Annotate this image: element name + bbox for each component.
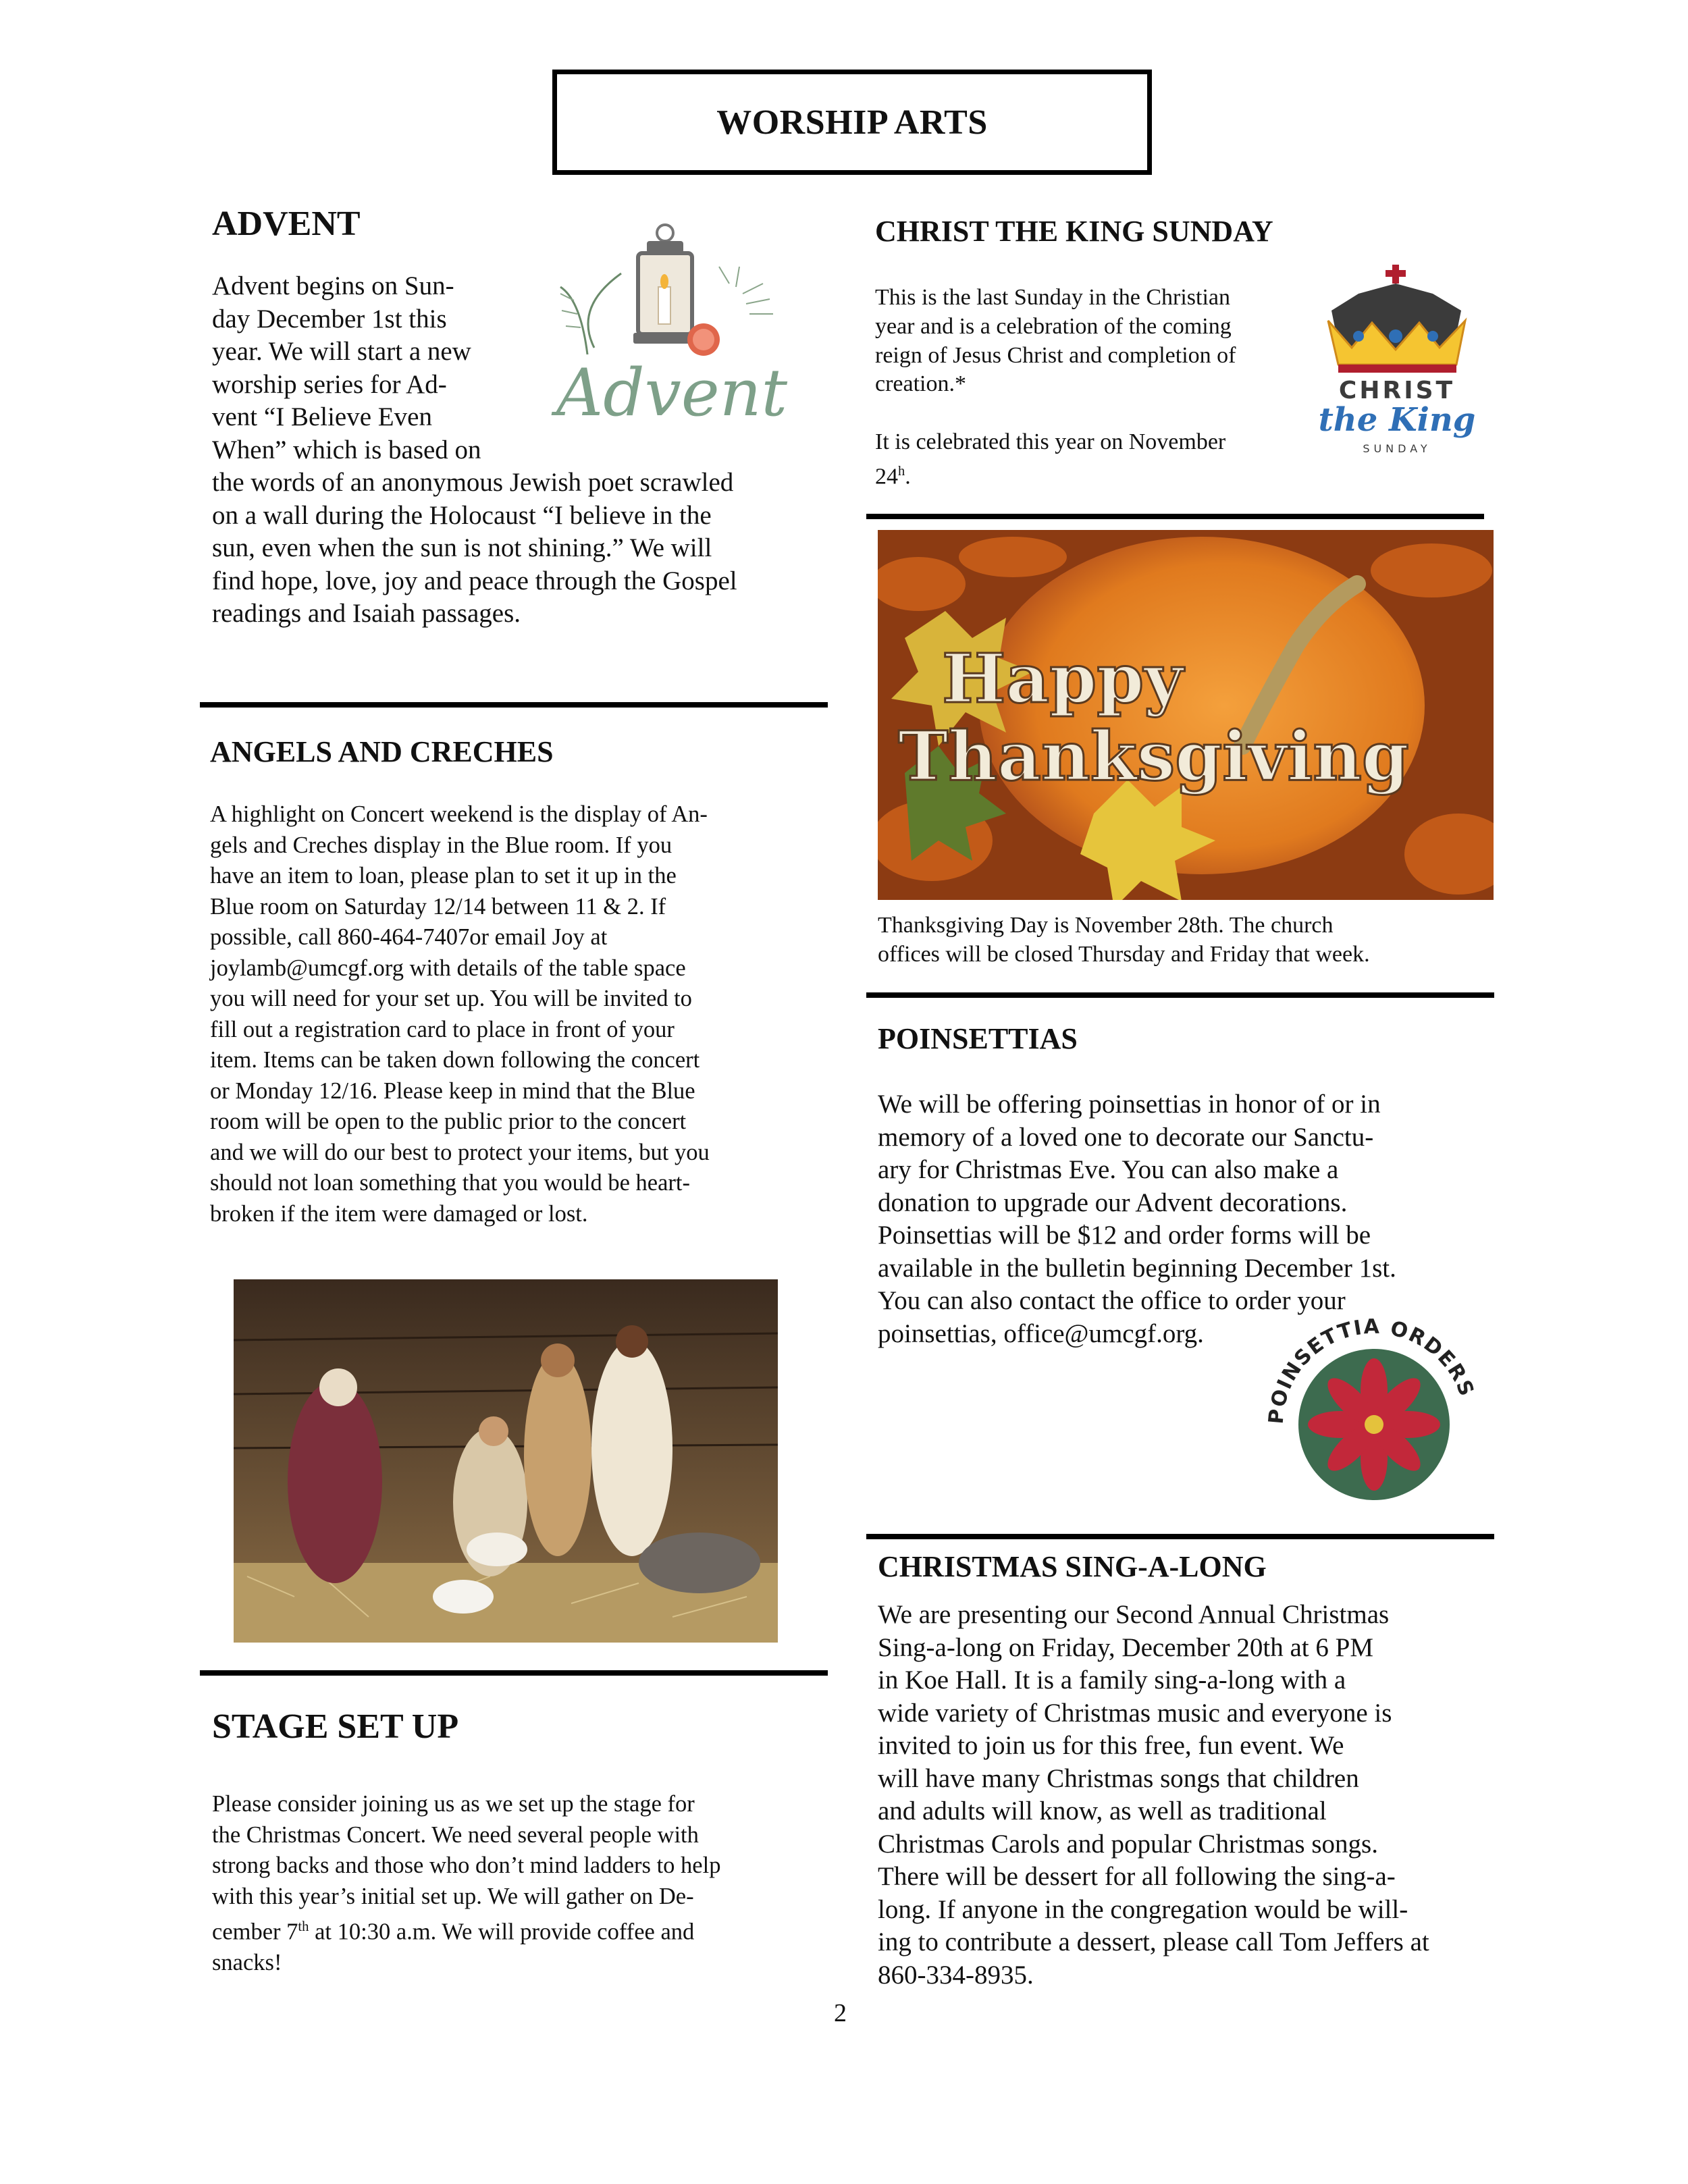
page-title: WORSHIP ARTS xyxy=(716,103,988,142)
singalong-text xyxy=(878,1599,1499,1992)
text-line: ary for Christmas Eve. You can also make a xyxy=(878,1155,1339,1184)
page-number: 2 xyxy=(834,1999,847,2027)
text-line: Please consider joining us as we set up the stage for xyxy=(212,1791,695,1817)
text-line: fill out a registration card to place in front of your xyxy=(210,1016,675,1042)
text-line: year and is a celebration of the coming xyxy=(875,313,1232,339)
text-line: Christmas Carols and popular Christmas songs. xyxy=(878,1829,1378,1859)
text-line: gels and Creches display in the Blue room. If you xyxy=(210,832,672,858)
text-line: Advent begins on Sun- xyxy=(212,271,454,300)
text-line: joylamb@umcgf.org with details of the table space xyxy=(210,955,686,981)
text-line xyxy=(875,457,1321,491)
christ-king-heading: CHRIST THE KING SUNDAY xyxy=(875,215,1273,248)
text-line: A highlight on Concert weekend is the display of An- xyxy=(210,801,708,827)
section-divider xyxy=(200,702,828,708)
text-line: have an item to loan, please plan to set it up in the xyxy=(210,863,677,888)
text-line: the Christmas Concert. We need several people with xyxy=(212,1821,699,1848)
text-line: reign of Jesus Christ and completion of xyxy=(875,342,1236,368)
text-line: sun, even when the sun is not shining.” We will xyxy=(212,533,712,562)
poinsettia-badge xyxy=(1263,1313,1485,1536)
text-line: Sing-a-long on Friday, December 20th at 6 PM xyxy=(878,1632,1374,1662)
text-line: There will be dessert for all following the sing-a- xyxy=(878,1862,1396,1891)
text-line: offices will be closed Thursday and Friday that week. xyxy=(878,941,1370,967)
ck-period: . xyxy=(905,464,911,489)
thanksgiving-text xyxy=(878,911,1485,969)
poinsettias-text xyxy=(878,1088,1492,1350)
text-line: memory of a loved one to decorate our Sanctu- xyxy=(878,1122,1374,1152)
text-line: invited to join us for this free, fun event. We xyxy=(878,1731,1344,1760)
badge-text: POINSETTIA ORDERS xyxy=(1264,1314,1479,1425)
text-line: When” which is based on xyxy=(212,435,481,464)
angels-heading: ANGELS AND CRECHES xyxy=(210,735,554,768)
text-line: in Koe Hall. It is a family sing-a-long with a xyxy=(878,1666,1346,1695)
text-line: snacks! xyxy=(212,1950,282,1975)
text-line: poinsettias, office@umcgf.org. xyxy=(878,1319,1204,1348)
stage-heading: STAGE SET UP xyxy=(212,1707,459,1746)
text-line: long. If anyone in the congregation would be will- xyxy=(878,1894,1408,1924)
text-line: We are presenting our Second Annual Christmas xyxy=(878,1600,1390,1629)
text-line: item. Items can be taken down following the concert xyxy=(210,1047,700,1073)
text-line: room will be open to the public prior to the concert xyxy=(210,1109,687,1134)
page-title-box xyxy=(552,70,1152,175)
logo-the-king: the King xyxy=(1318,401,1476,439)
advent-lantern-image xyxy=(547,219,797,442)
text-line: vent “I Believe Even xyxy=(212,402,432,431)
happy-text: Happy xyxy=(942,639,1184,718)
text-line: or Monday 12/16. Please keep in mind that the Blue xyxy=(210,1077,695,1104)
section-divider xyxy=(866,514,1484,519)
section-divider xyxy=(200,1670,828,1676)
poinsettias-heading: POINSETTIAS xyxy=(878,1022,1078,1055)
text-line: Poinsettias will be $12 and order forms will be xyxy=(878,1221,1371,1250)
spacer xyxy=(875,399,1321,428)
text-line: creation.* xyxy=(875,371,966,397)
thanksgiving-text: Thanksgiving xyxy=(898,716,1409,796)
text-line: You can also contact the office to order your xyxy=(878,1286,1346,1315)
text-line: with this year’s initial set up. We will gather on De- xyxy=(212,1883,694,1909)
text-line: will have many Christmas songs that children xyxy=(878,1763,1359,1793)
text-line: strong backs and those who don’t mind ladders to help xyxy=(212,1853,721,1878)
nativity-photo xyxy=(234,1279,778,1643)
text-line: available in the bulletin beginning December 1st. xyxy=(878,1253,1396,1283)
christ-king-text xyxy=(875,284,1321,491)
text-line: worship series for Ad- xyxy=(212,369,447,399)
text-line: readings and Isaiah passages. xyxy=(212,599,521,628)
text-line: you will need for your set up. You will be invited to xyxy=(210,986,692,1011)
stage-time-text: at 10:30 a.m. We will provide coffee and xyxy=(309,1919,695,1945)
text-line: and adults will know, as well as traditional xyxy=(878,1796,1327,1826)
text-line: should not loan something that you would be heart- xyxy=(210,1170,690,1196)
logo-sunday: SUNDAY xyxy=(1363,442,1431,455)
text-line: 860-334-8935. xyxy=(878,1960,1034,1990)
ck-day: 24 xyxy=(875,464,898,489)
section-divider xyxy=(866,992,1494,998)
text-line xyxy=(212,1912,833,1948)
christ-king-logo xyxy=(1318,263,1494,466)
angels-text xyxy=(210,799,831,1229)
logo-christ: CHRIST xyxy=(1338,377,1456,404)
text-line: day December 1st this xyxy=(212,304,447,334)
text-line: year. We will start a new xyxy=(212,337,471,366)
text-line: Blue room on Saturday 12/14 between 11 & 2. If xyxy=(210,893,666,920)
ck-day-suffix: h xyxy=(898,463,905,479)
text-line: We will be offering poinsettias in honor of or in xyxy=(878,1090,1381,1119)
singalong-heading: CHRISTMAS SING-A-LONG xyxy=(878,1550,1267,1583)
text-line: wide variety of Christmas music and everyone is xyxy=(878,1698,1392,1728)
section-divider xyxy=(866,1534,1494,1539)
advent-heading: ADVENT xyxy=(212,205,361,243)
text-line: donation to upgrade our Advent decorations. xyxy=(878,1188,1348,1217)
advent-script: Advent xyxy=(556,355,788,431)
text-line: on a wall during the Holocaust “I believe in the xyxy=(212,500,712,530)
text-line: It is celebrated this year on November xyxy=(875,429,1226,454)
text-line: find hope, love, joy and peace through the Gospel xyxy=(212,566,737,595)
text-line: This is the last Sunday in the Christian xyxy=(875,285,1231,310)
stage-date: cember 7 xyxy=(212,1919,298,1945)
text-line: and we will do our best to protect your items, but you xyxy=(210,1139,710,1165)
text-line: Thanksgiving Day is November 28th. The church xyxy=(878,913,1334,938)
text-line: ing to contribute a dessert, please call Tom Jeffers at xyxy=(878,1927,1429,1956)
text-line: broken if the item were damaged or lost. xyxy=(210,1200,588,1227)
text-line: possible, call 860-464-7407or email Joy at xyxy=(210,924,608,950)
thanksgiving-image xyxy=(878,530,1494,900)
stage-text xyxy=(212,1789,833,1979)
stage-date-suffix: th xyxy=(298,1919,309,1934)
text-line: the words of an anonymous Jewish poet scrawled xyxy=(212,468,734,497)
